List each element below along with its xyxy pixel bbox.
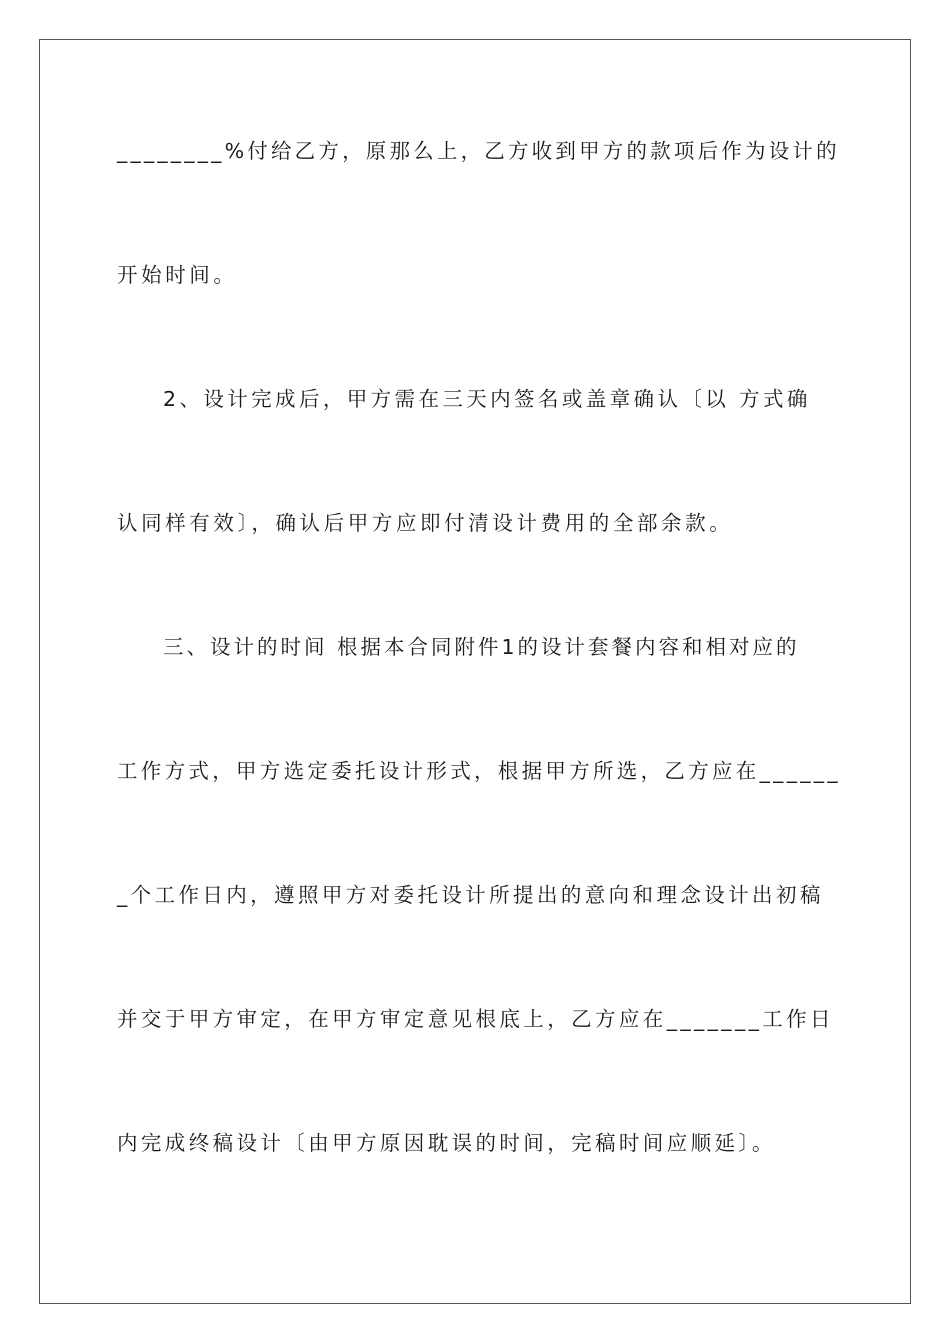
paragraph-line-4: 认同样有效〕，确认后甲方应即付清设计费用的全部余款。 bbox=[117, 511, 734, 535]
paragraph-line-9: 内完成终稿设计〔由甲方原因耽误的时间，完稿时间应顺延〕。 bbox=[117, 1131, 776, 1155]
paragraph-line-7: _个工作日内，遵照甲方对委托设计所提出的意向和理念设计出初稿 bbox=[117, 883, 824, 907]
paragraph-line-2: 开始时间。 bbox=[117, 263, 238, 287]
page-border bbox=[39, 39, 911, 1304]
paragraph-line-1: ________%付给乙方，原那么上，乙方收到甲方的款项后作为设计的 bbox=[117, 139, 840, 163]
section-heading-line: 三、设计的时间 根据本合同附件1的设计套餐内容和相对应的 bbox=[163, 635, 800, 659]
paragraph-line-6: 工作方式，甲方选定委托设计形式，根据甲方所选，乙方应在______ bbox=[117, 759, 841, 783]
paragraph-line-3: 2、设计完成后，甲方需在三天内签名或盖章确认〔以 方式确 bbox=[163, 387, 811, 411]
paragraph-line-8: 并交于甲方审定，在甲方审定意见根底上，乙方应在_______工作日 bbox=[117, 1007, 834, 1031]
